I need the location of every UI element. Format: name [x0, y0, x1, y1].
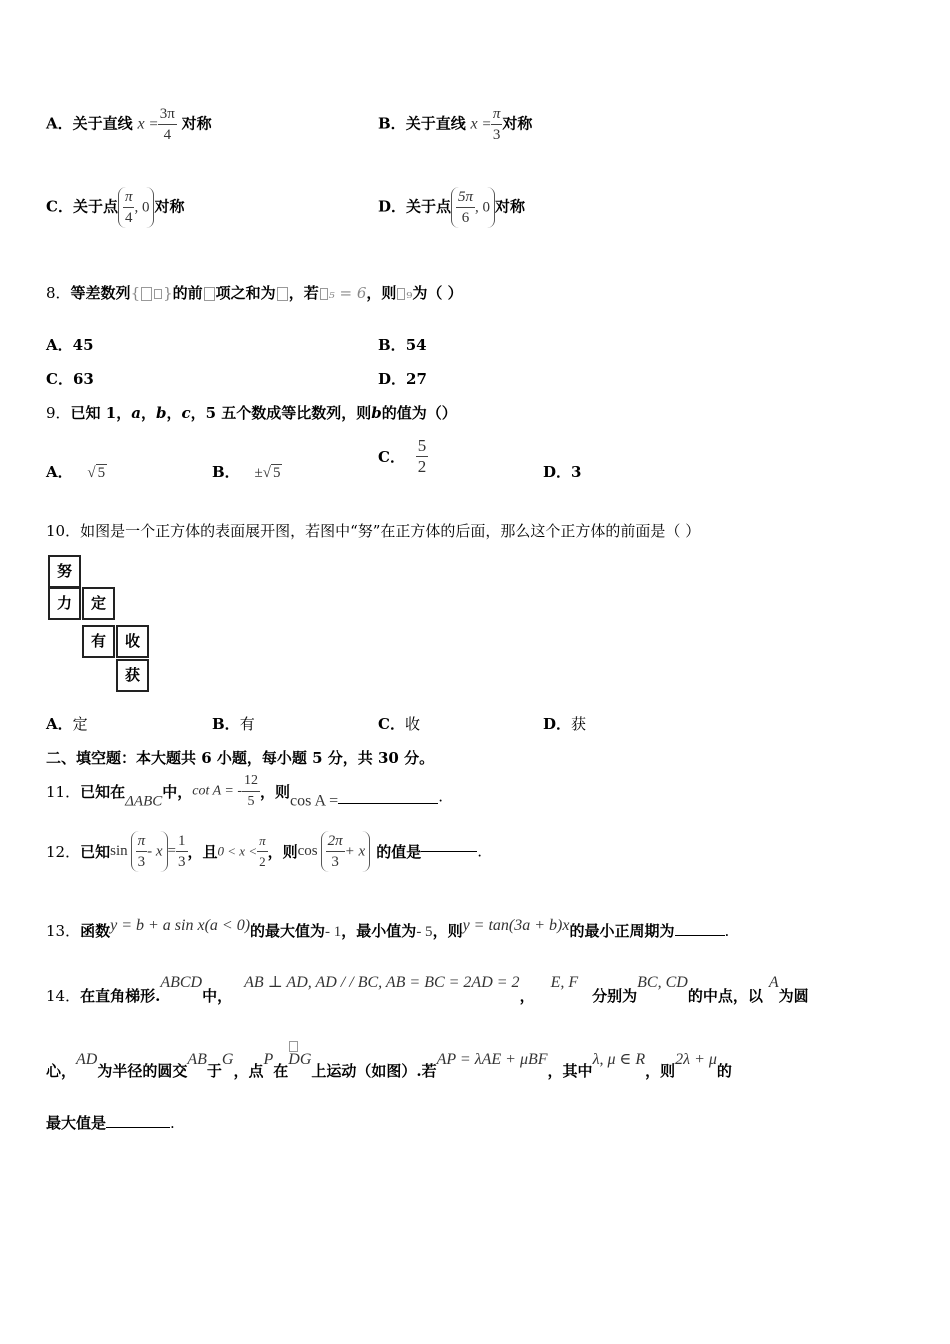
q13-number: 13． [46, 922, 81, 940]
q8-number: 8． [46, 284, 71, 302]
q11-answer-blank[interactable] [338, 803, 438, 804]
q9-option-b[interactable]: B． ±√ 5 [212, 463, 281, 481]
net-cell-li: 力 [48, 587, 81, 620]
q7-option-a[interactable] [46, 104, 212, 145]
net-cell-ding: 定 [82, 587, 115, 620]
q14-stem-line1: 14．在直角梯形.ABCD中，AB ⊥ AD, AD / / BC, AB = BC = 2AD = 2，E, F分别为BC, CD的中点，以A为圆 [46, 974, 809, 1005]
q10-stem: 10．如图是一个正方体的表面展开图，若图中“努”在正方体的后面，那么这个正方体的前面是（ ） [46, 522, 701, 540]
q14-answer-blank[interactable] [106, 1127, 170, 1128]
q9-option-c[interactable]: C． $\frac{5}{2}$ [378, 436, 427, 476]
cube-net-figure [48, 555, 152, 697]
q10-option-c[interactable]: C．收 [378, 715, 420, 733]
q7-option-a-post: 对称 [181, 114, 212, 133]
section-2-heading: 二、填空题：本大题共 6 小题，每小题 5 分，共 30 分。 [46, 749, 435, 767]
q14-arc-dg: DG [288, 1051, 311, 1068]
q7-option-c-point: $\frac{\pi}{4}$ , 0 [118, 187, 155, 228]
q7-option-b-eq: = [482, 116, 491, 133]
q9-number: 9． [46, 404, 71, 422]
q8-target: ₉ [396, 284, 412, 302]
q7-option-d-post: 对称 [495, 197, 526, 216]
q14-stem-line2: 心，AD为半径的圆交AB于G，点P在 DG上运动（如图）.若AP = λAE + μBF，其中λ, μ ∈ R，则2λ + μ的 [46, 1049, 732, 1081]
q7-option-d-pre: 关于点 [406, 197, 452, 216]
q8-condition: ₅ = 6 [319, 284, 367, 302]
q9-option-c-fraction: $\frac{5}{2}$ [417, 436, 427, 476]
q10-option-b[interactable]: B．有 [212, 715, 255, 733]
q8-option-b[interactable]: B．54 [378, 336, 427, 354]
q12-sin-arg: $\frac{\pi}{3}$ - x [131, 831, 168, 872]
q7-option-c-pre: 关于点 [72, 197, 118, 216]
q7-option-c[interactable] [46, 187, 185, 228]
q11-fraction: $\frac{12}{5}$ [244, 773, 259, 809]
q8-stem: 8．等差数列{ }的前 项之和为 ，若 ₅ = 6，则 ₉为（ ） [46, 284, 463, 302]
q9-stem: 9．已知 1，a，b，c，5 五个数成等比数列，则b的值为（） [46, 404, 457, 422]
q7-option-a-label: A． [46, 114, 73, 133]
q12-answer-blank[interactable] [421, 851, 477, 852]
q11-stem: 11．已知在ΔABC中，cot A = - $\frac{12}{5}$ ，则cos A = . [46, 771, 443, 812]
q11-number: 11． [46, 783, 81, 801]
net-cell-you: 有 [82, 625, 115, 658]
q7-option-b[interactable] [378, 104, 532, 145]
q9-option-a-value: √ 5 [87, 465, 106, 481]
q7-option-b-label: B． [378, 114, 406, 133]
q7-option-b-pre: 关于直线 [405, 114, 466, 133]
q9-option-d[interactable]: D．3 [543, 463, 582, 481]
q12-stem: 12．已知sin $\frac{\pi}{3}$ - x = $\frac{1}{3}$ ，且0 < x < $\frac{\pi}{2}$ ，则cos $\frac{2\pi}{3}$ + x 的值是 . [46, 833, 482, 870]
q7-option-d[interactable] [378, 187, 525, 228]
q7-option-a-eq: = [149, 116, 158, 133]
q8-option-a[interactable]: A．45 [46, 336, 94, 354]
q12-range-fraction: $\frac{\pi}{2}$ [259, 833, 266, 869]
q9-option-a[interactable]: A． √ 5 [46, 463, 106, 481]
q7-option-c-label: C． [46, 197, 73, 216]
q12-cos-arg: $\frac{2\pi}{3}$ + x [321, 831, 371, 872]
q7-option-a-fraction: $\frac{3\pi}{4}$ [159, 106, 175, 143]
q7-option-b-fraction: $\frac{\pi}{3}$ [492, 106, 501, 143]
q10-option-d[interactable]: D．获 [543, 715, 587, 733]
q8-option-d[interactable]: D．27 [378, 370, 427, 388]
net-cell-huo: 获 [116, 659, 149, 692]
q7-option-b-var: x [470, 115, 478, 133]
q9-option-b-value: ±√ 5 [254, 465, 281, 481]
q7-option-b-post: 对称 [502, 114, 533, 133]
net-cell-shou: 收 [116, 625, 149, 658]
q7-option-a-pre: 关于直线 [72, 114, 133, 133]
q14-number: 14． [46, 987, 81, 1005]
q12-value-fraction: $\frac{1}{3}$ [178, 833, 186, 870]
q7-option-a-var: x [137, 115, 145, 133]
q7-option-c-post: 对称 [154, 197, 185, 216]
q10-option-a[interactable]: A．定 [46, 715, 88, 733]
q8-s-placeholder [277, 287, 288, 301]
q12-number: 12． [46, 843, 81, 861]
q14-stem-line3: 最大值是 . [46, 1114, 175, 1132]
q7-option-d-point: $\frac{5\pi}{6}$ , 0 [451, 187, 495, 228]
q8-seq-placeholder: { } [130, 284, 173, 302]
q8-n-placeholder [204, 287, 215, 301]
q7-option-d-label: D． [378, 197, 407, 216]
net-cell-nu: 努 [48, 555, 81, 588]
q8-option-c[interactable]: C．63 [46, 370, 94, 388]
q13-stem: 13．函数y = b + a sin x(a < 0)的最大值为- 1，最小值为- 5，则y = tan(3a + b)x的最小正周期为 . [46, 917, 730, 940]
q13-answer-blank[interactable] [675, 935, 725, 936]
